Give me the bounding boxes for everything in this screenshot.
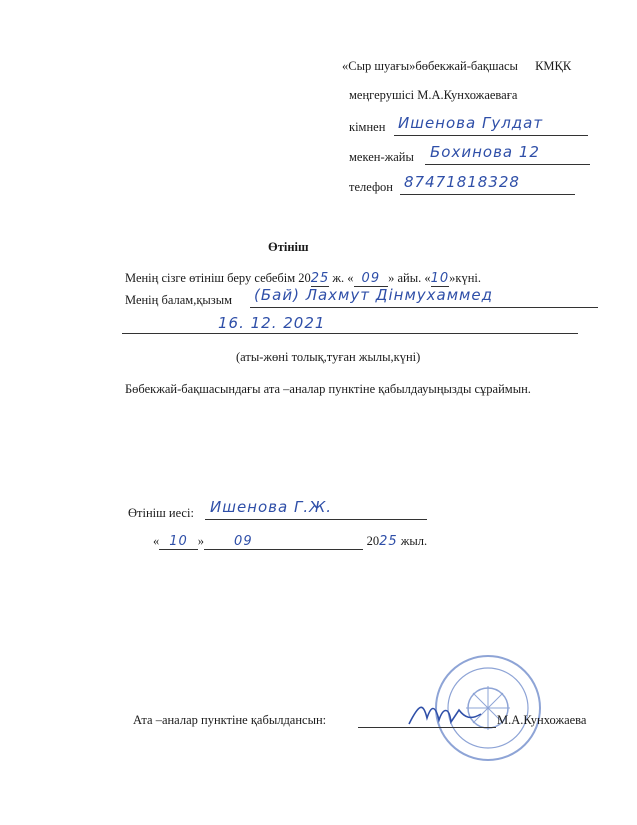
director-name: М.А.Кунхожаева	[497, 713, 587, 727]
reason-ayi: » айы. «	[388, 271, 431, 285]
document-title: Өтініш	[268, 240, 309, 254]
director-signature	[405, 698, 485, 730]
reason-year: 25	[310, 271, 330, 286]
phone-label: телефон	[349, 180, 393, 194]
phone-underline	[400, 194, 575, 195]
date-year-prefix: 20	[366, 534, 380, 548]
reason-zh: ж. «	[329, 271, 354, 285]
child-underline	[250, 307, 598, 308]
accepted-label: Ата –аналар пунктіне қабылдансын:	[133, 713, 327, 727]
reason-month: 09	[354, 271, 389, 287]
reason-prefix: Менің сізге өтініш беру себебім 20	[125, 271, 311, 285]
phone-value: 87471818328	[404, 173, 520, 191]
reason-day: 10	[430, 271, 450, 286]
org-name-text: «Сыр шуағы»бөбекжай-бақшасы	[342, 59, 518, 73]
reason-kuni: »күні.	[449, 271, 482, 285]
date-close: »	[197, 534, 205, 548]
from-value: Ишенова Гулдат	[398, 114, 544, 132]
applicant-underline	[205, 519, 427, 520]
applicant-value: Ишенова Г.Ж.	[210, 498, 333, 516]
child-label: Менің балам,қызым	[125, 293, 233, 307]
org-kmkk: КМҚК	[535, 59, 572, 73]
address-value: Бохинова 12	[430, 143, 540, 161]
date-month: 09	[204, 534, 363, 550]
hint-text: (аты-жөні толық,туған жылы,күні)	[236, 350, 421, 364]
date-open: «	[153, 534, 160, 548]
date-line	[153, 534, 427, 549]
applicant-label: Өтініш иесі:	[128, 506, 194, 520]
child-dob: 16. 12. 2021	[218, 314, 326, 332]
request-text: Бөбекжай-бақшасындағы ата –аналар пунктіне қабылдауыңызды сұраймын.	[125, 382, 531, 396]
date-day: 10	[159, 534, 198, 550]
date-year: 25	[379, 534, 398, 549]
from-label: кімнен	[349, 120, 386, 134]
from-underline	[394, 135, 588, 136]
director-line: меңгерушісі М.А.Кунхожаеваға	[349, 88, 518, 102]
child-name: (Бай) Лахмут Дінмухаммед	[254, 286, 493, 304]
address-label: мекен-жайы	[349, 150, 414, 164]
address-underline	[425, 164, 590, 165]
date-year-suffix: жыл.	[397, 534, 428, 548]
reason-line	[125, 271, 481, 286]
dob-underline	[122, 333, 578, 334]
org-name	[342, 59, 571, 74]
